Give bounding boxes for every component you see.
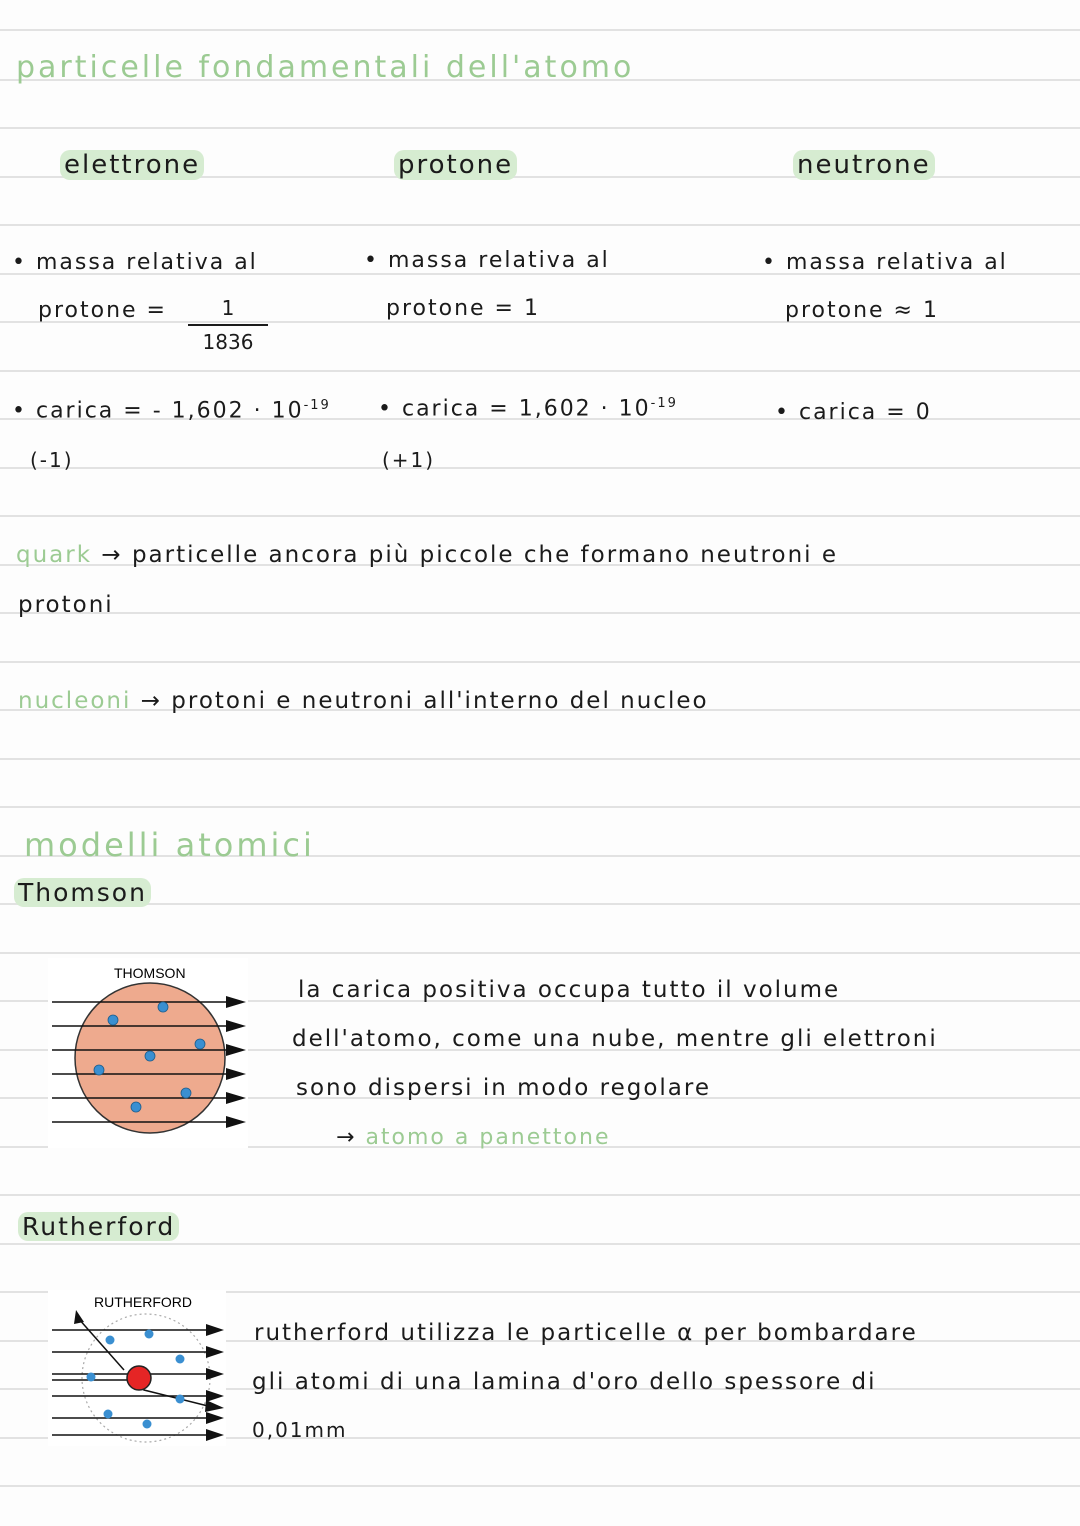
fraction-bar xyxy=(188,324,268,326)
proton-charge-exponent: -19 xyxy=(650,396,678,411)
electron-charge-exponent: -19 xyxy=(303,398,331,413)
electron-charge-line xyxy=(12,398,331,423)
fraction-numerator: 1 xyxy=(221,296,235,320)
rutherford-text-line3: 0,01mm xyxy=(252,1418,348,1442)
thomson-diagram xyxy=(48,958,248,1148)
thomson-diagram-label: THOMSON xyxy=(114,965,186,981)
electron-charge-sign: (-1) xyxy=(30,448,74,472)
neutron-charge-line: • carica = 0 xyxy=(775,400,932,425)
thomson-text-line2: dell'atomo, come una nube, mentre gli elettroni xyxy=(292,1026,938,1052)
rutherford-diagram xyxy=(48,1290,226,1446)
nucleus xyxy=(127,1366,151,1390)
heading-electron: elettrone xyxy=(60,150,204,180)
heading-rutherford: Rutherford xyxy=(18,1212,179,1241)
quark-definition-text: → particelle ancora più piccole che formano neutroni e xyxy=(101,542,839,568)
heading-neutron: neutrone xyxy=(793,150,935,180)
proton-mass-line2: protone = 1 xyxy=(386,296,540,321)
section-title-particles: particelle fondamentali dell'atomo xyxy=(16,50,635,85)
nucleoni-term: nucleoni xyxy=(18,688,132,714)
arrow-glyph: → xyxy=(336,1125,357,1150)
quark-term: quark xyxy=(16,542,93,568)
electron-mass-line1: • massa relativa al xyxy=(12,250,258,275)
electron-mass-fraction xyxy=(188,296,268,354)
neutron-mass-line2: protone ≈ 1 xyxy=(785,298,939,323)
heading-thomson: Thomson xyxy=(14,878,151,907)
proton-mass-line1: • massa relativa al xyxy=(364,248,610,273)
proton-charge-text: • carica = 1,602 · 10 xyxy=(378,396,651,422)
proton-charge-line xyxy=(378,396,678,421)
nucleoni-definition xyxy=(18,688,709,714)
electron-mass-line2: protone = xyxy=(38,298,167,323)
heading-proton: protone xyxy=(394,150,517,180)
proton-charge-sign: (+1) xyxy=(382,448,436,472)
rutherford-text-line1: rutherford utilizza le particelle α per bombardare xyxy=(254,1320,918,1346)
nucleoni-definition-text: → protoni e neutroni all'interno del nucleo xyxy=(140,688,709,714)
rutherford-text-line2: gli atomi di una lamina d'oro dello spessore di xyxy=(252,1369,877,1395)
electron-charge-text: • carica = - 1,602 · 10 xyxy=(12,398,304,424)
thomson-text-line3: sono dispersi in modo regolare xyxy=(296,1075,711,1101)
quark-definition xyxy=(16,542,838,568)
neutron-mass-line1: • massa relativa al xyxy=(762,250,1008,275)
thomson-nickname-line xyxy=(336,1125,610,1150)
thomson-nickname: atomo a panettone xyxy=(365,1125,611,1150)
quark-definition-cont: protoni xyxy=(18,592,114,618)
rutherford-diagram-label: RUTHERFORD xyxy=(94,1294,192,1310)
thomson-text-line1: la carica positiva occupa tutto il volume xyxy=(298,977,841,1003)
section-title-models: modelli atomici xyxy=(24,826,315,864)
fraction-denominator: 1836 xyxy=(202,330,254,354)
